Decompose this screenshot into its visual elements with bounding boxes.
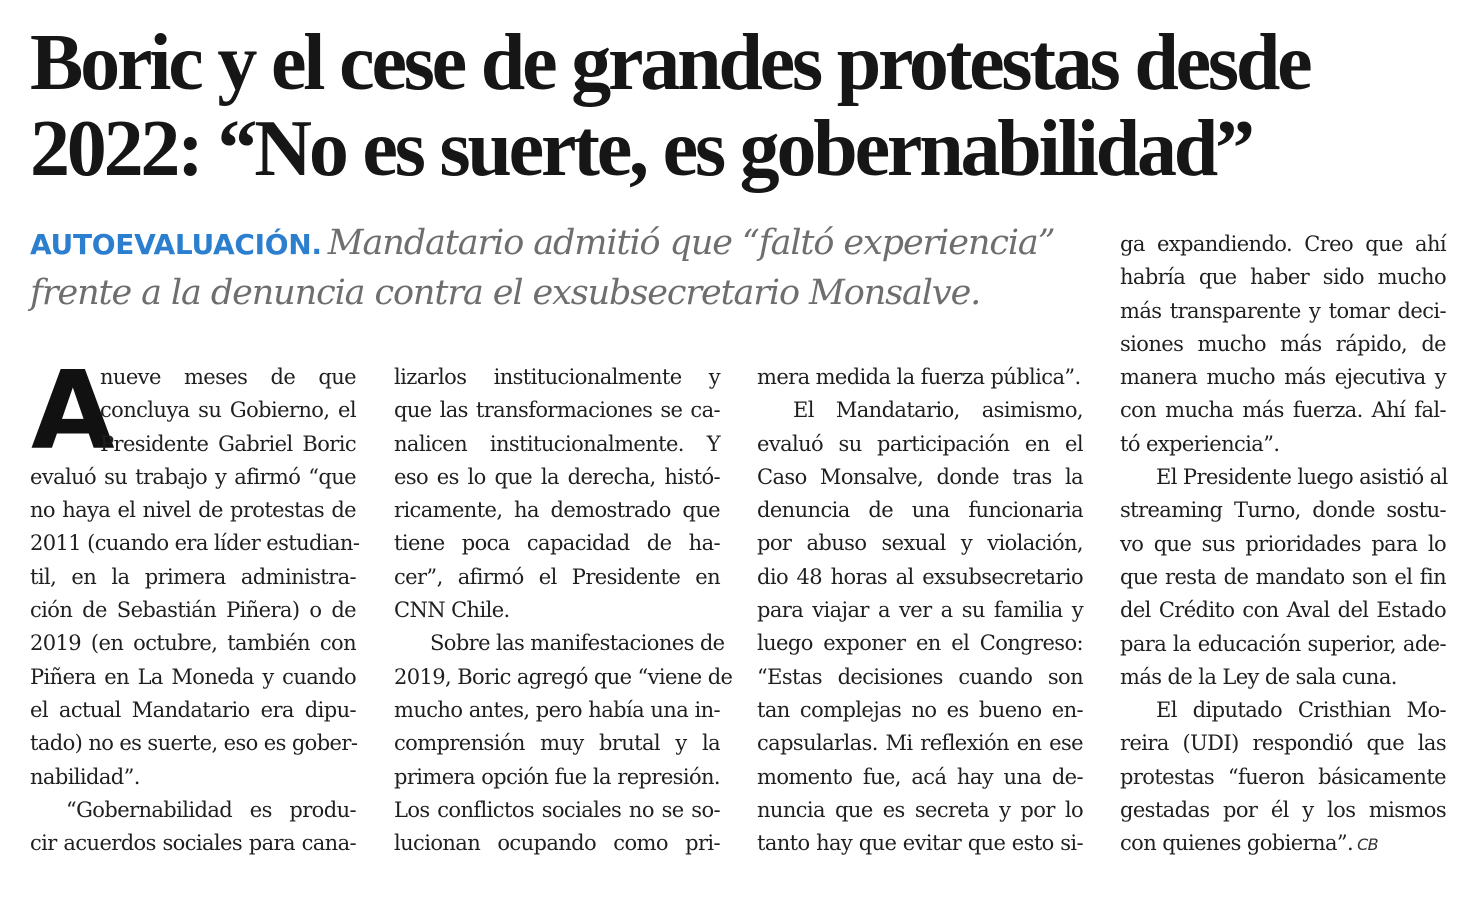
- body-line: nueve meses de que: [100, 365, 356, 389]
- body-line: tanto hay que evitar que esto si-: [757, 831, 1083, 856]
- body-line: por abuso sexual y violación,: [757, 531, 1083, 556]
- body-line: gestadas por él y los mismos: [1120, 798, 1446, 823]
- body-line: más transparente y tomar deci-: [1120, 298, 1446, 323]
- body-line: reira (UDI) respondió que las: [1120, 731, 1446, 756]
- body-line: evaluó su trabajo y afirmó “que: [30, 464, 356, 489]
- body-line: til, en la primera administra-: [30, 564, 356, 589]
- body-line: ricamente, ha demostrado que: [394, 498, 720, 523]
- body-line: 2011 (cuando era líder estudian-: [30, 531, 360, 556]
- body-line: tado) no es suerte, eso es gober-: [30, 731, 358, 756]
- body-line: eso es lo que la derecha, histó-: [394, 464, 720, 489]
- body-line: tan complejas no es bueno en-: [757, 697, 1083, 722]
- body-line: mucho antes, pero había una in-: [394, 697, 720, 722]
- body-line: siones mucho más rápido, de: [1120, 331, 1446, 356]
- body-line: cer”, afirmó el Presidente en: [394, 564, 720, 589]
- body-line: Piñera en La Moneda y cuando: [30, 664, 356, 689]
- body-line: primera opción fue la represión.: [394, 764, 720, 789]
- headline: [30, 20, 1470, 192]
- body-line: denuncia de una funcionaria: [757, 498, 1083, 523]
- body-line: cir acuerdos sociales para cana-: [30, 831, 356, 856]
- body-line: manera mucho más ejecutiva y: [1120, 365, 1446, 390]
- body-line: 2019 (en octubre, también con: [30, 631, 356, 656]
- body-line: mera medida la fuerza pública”.: [757, 365, 1081, 389]
- body-line: Sobre las manifestaciones de: [430, 631, 725, 656]
- body-line: nuncia que es secreta y por lo: [757, 797, 1083, 822]
- body-line: El diputado Cristhian Mo-: [1156, 698, 1446, 723]
- body-line: El Presidente luego asistió al: [1156, 465, 1448, 490]
- deck-line-1: [30, 219, 1100, 269]
- body-line: con mucha más fuerza. Ahí fal-: [1120, 398, 1446, 423]
- headline-line-2: 2022: “No es suerte, es gobernabilidad”: [30, 105, 1252, 193]
- body-line: lizarlos institucionalmente y: [394, 365, 720, 389]
- body-line: streaming Turno, donde sostu-: [1120, 498, 1446, 523]
- body-line: que resta de mandato son el fin: [1120, 564, 1446, 589]
- body-line: tiene poca capacidad de ha-: [394, 531, 720, 556]
- body-line: del Crédito con Aval del Estado: [1120, 598, 1446, 623]
- body-line: capsularlas. Mi reflexión en ese: [757, 731, 1083, 756]
- headline-line-1: Boric y el cese de grandes protestas desde: [30, 19, 1310, 107]
- body-column-2: [394, 361, 733, 860]
- deck-text-1: Mandatario admitió que “faltó experiencia”: [327, 223, 1055, 263]
- body-line: CNN Chile.: [394, 598, 510, 623]
- body-column-1: [30, 349, 360, 860]
- body-line: concluya su Gobierno, el: [100, 398, 356, 423]
- body-line: “Estas decisiones cuando son: [757, 664, 1083, 689]
- body-line: comprensión muy brutal y la: [394, 731, 720, 756]
- body-line: más de la Ley de sala cuna.: [1120, 664, 1397, 689]
- body-line: para viajar a ver a su familia y: [757, 598, 1083, 623]
- drop-cap: A: [31, 349, 115, 474]
- body-line: dio 48 horas al exsubsecretario: [757, 564, 1083, 589]
- body-line: no haya el nivel de protestas de: [30, 498, 356, 523]
- body-line: evaluó su participación en el: [757, 431, 1083, 456]
- deck-kicker: AUTOEVALUACIÓN.: [30, 228, 322, 261]
- end-mark-icon: CB: [1357, 835, 1379, 855]
- body-line: para la educación superior, ade-: [1120, 631, 1446, 656]
- body-line: ga expandiendo. Creo que ahí: [1120, 232, 1446, 256]
- body-line: El Mandatario, asimismo,: [793, 398, 1083, 423]
- body-line: Los conflictos sociales no se so-: [394, 797, 720, 822]
- body-line: nalicen institucionalmente. Y: [394, 431, 720, 456]
- body-line: ción de Sebastián Piñera) o de: [30, 598, 356, 623]
- body-line: nabilidad”.: [30, 764, 140, 789]
- body-line: lucionan ocupando como pri-: [394, 831, 720, 856]
- body-column-3: [757, 361, 1083, 860]
- final-sentence: con quienes gobierna”.: [1120, 831, 1354, 856]
- deck-text-2: frente a la denuncia contra el exsubsecretario Monsalve.: [30, 273, 981, 313]
- deck: [30, 219, 1100, 317]
- body-line: luego exponer en el Congreso:: [757, 631, 1083, 656]
- body-line: Caso Monsalve, donde tras la: [757, 464, 1083, 489]
- body-line: vo que sus prioridades para lo: [1120, 531, 1446, 556]
- body-line: que las transformaciones se ca-: [394, 398, 720, 423]
- body-line: protestas “fueron básicamente: [1120, 764, 1446, 789]
- body-line: 2019, Boric agregó que “viene de: [394, 664, 733, 689]
- body-line: habría que haber sido mucho: [1120, 265, 1446, 290]
- body-line: tó experiencia”.: [1120, 431, 1280, 456]
- body-line: el actual Mandatario era dipu-: [30, 697, 356, 722]
- body-line: Presidente Gabriel Boric: [100, 431, 356, 456]
- body-line: “Gobernabilidad es produ-: [66, 797, 356, 822]
- body-line: momento fue, acá hay una de-: [757, 764, 1083, 789]
- body-column-4: [1120, 228, 1446, 861]
- body-line-final: [1120, 827, 1446, 860]
